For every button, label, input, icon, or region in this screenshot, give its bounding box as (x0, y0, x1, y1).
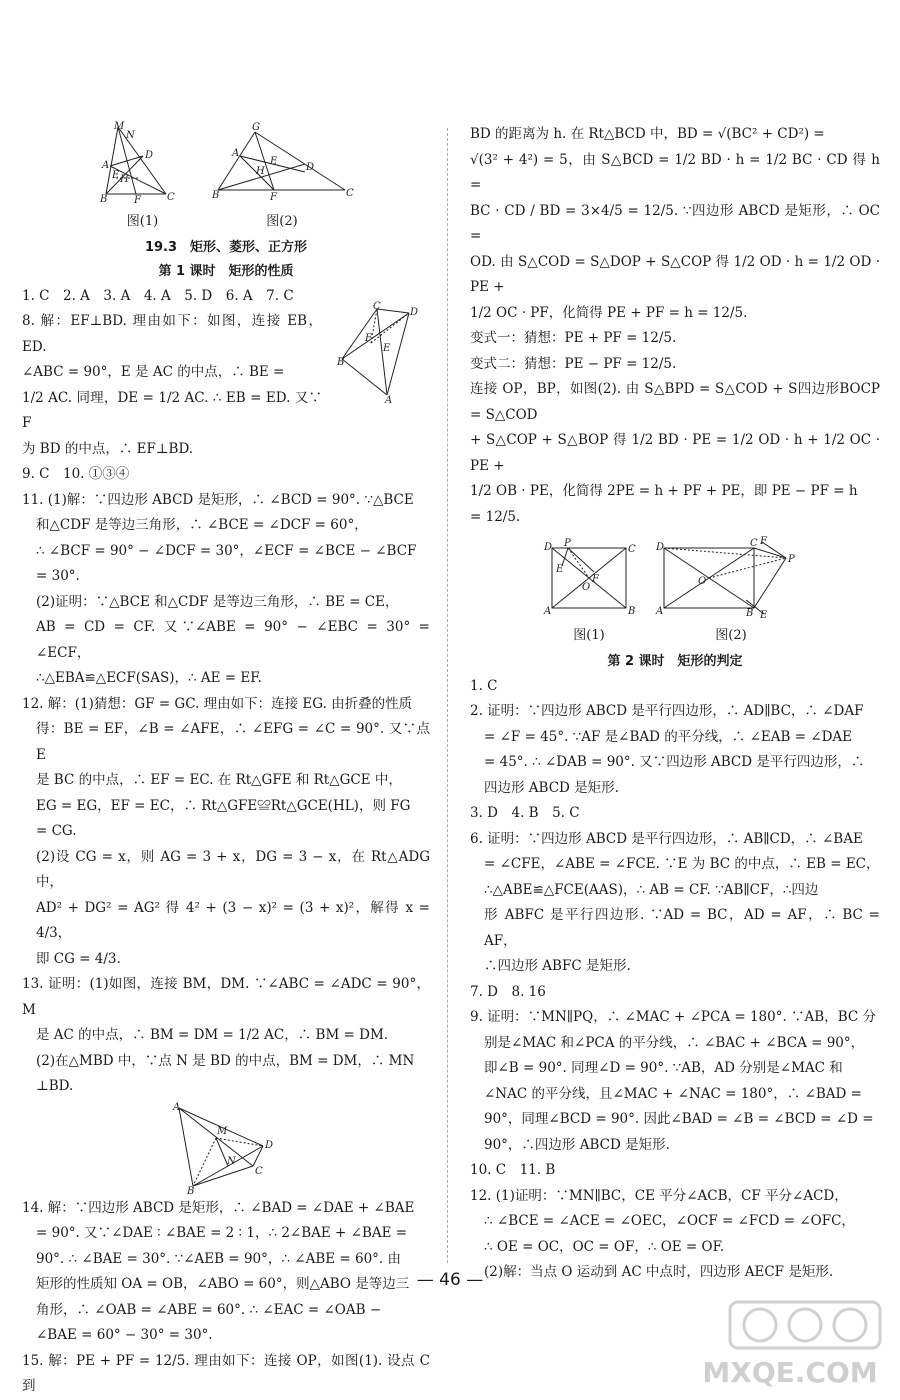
answer-line: = ∠F = 45°. ∵AF 是∠BAD 的平分线，∴ ∠EAB = ∠DAE (484, 728, 853, 745)
svg-text:B: B (746, 608, 754, 619)
answer-line: 别是∠MAC 和∠PCA 的平分线，∴ ∠BAC + ∠BCA = 90°， (484, 1034, 865, 1051)
answer-line: ∴ ∠BCE = ∠ACE = ∠OEC，∠OCF = ∠FCD = ∠OFC， (484, 1213, 855, 1229)
answer-line: = CG. (36, 823, 77, 839)
svg-text:E: E (760, 610, 768, 621)
lesson-1-title: 第 1 课时 矩形的性质 (158, 263, 294, 279)
answer-line: ∴ OE = OC，OC = OF，∴ OE = OF. (484, 1238, 725, 1255)
answer-line: = ∠CFE，∠ABE = ∠FCE. ∵E 为 BC 的中点，∴ EB = EC， (484, 856, 880, 872)
answer-line: BD 的距离为 h. 在 Rt△BCD 中，BD = √(BC² + CD²) = (470, 126, 825, 142)
lesson-2-title: 第 2 课时 矩形的判定 (607, 653, 743, 669)
answer-line: AB = CD = CF. 又∵∠ABE = 90° − ∠EBC = 30° = ∠ECF， (36, 619, 430, 661)
rect-figure-2 (656, 536, 806, 644)
svg-text:O: O (698, 576, 707, 587)
answer-line: 12. (1)证明：∵MN∥BC，CE 平分∠ACB，CF 平分∠ACD， (470, 1187, 848, 1204)
svg-text:E: E (383, 343, 391, 354)
answer-line: 形 ABFC 是平行四边形. ∵AD = BC，AD = AF，∴ BC = AF， (484, 907, 880, 949)
svg-text:A: A (173, 1101, 181, 1113)
svg-text:B: B (187, 1185, 195, 1197)
svg-text:A: A (385, 395, 393, 406)
answer-line: ∴ ∠BCF = 90° − ∠DCF = 30°，∠ECF = ∠BCE − ∠BCF (36, 542, 417, 559)
answer-line: BC · CD / BD = 3×4/5 = 12/5. ∵四边形 ABCD 是矩形，∴ OC = (470, 202, 880, 244)
answer-line: + S△COP + S△BOP 得 1/2 BD · PE = 1/2 OD · h + 1/2 OC · PE + (470, 432, 880, 474)
answer-line: = 90°. 又∵∠DAE ∶ ∠BAE = 2 ∶ 1，∴ 2∠BAE + ∠BAE = (36, 1225, 408, 1241)
svg-text:A: A (101, 160, 109, 171)
answer-line: 变式一：猜想：PE + PF = 12/5. (470, 330, 677, 346)
answer-line: 四边形 ABCD 是矩形. (484, 779, 619, 796)
answer-line: (2)解：当点 O 运动到 AC 中点时，四边形 AECF 是矩形. (484, 1264, 834, 1280)
figure-2-caption: 图(2) (266, 213, 298, 229)
answer-line: 即 CG = 4/3. (36, 950, 121, 967)
answer-line: 11. (1)解：∵四边形 ABCD 是矩形，∴ ∠BCD = 90°. ∵△BCE (22, 491, 414, 508)
right-column (470, 122, 880, 1286)
answer-line: 矩形的性质知 OA = OB，∠ABO = 60°，则△ABO 是等边三 (36, 1276, 410, 1292)
answer-line: 12. 解：(1)猜想：GF = GC. 理由如下：连接 EG. 由折叠的性质 (22, 695, 413, 712)
answer-line: (2)证明：∵△BCE 和△CDF 是等边三角形，∴ BE = CE， (36, 593, 399, 610)
answer-line: 1/2 OB · PE，化简得 2PE = h + PF + PE，即 PE − PF = h (470, 483, 858, 499)
svg-text:A: A (231, 148, 239, 159)
answer-line: ∴△EBA≌△ECF(SAS)，∴ AE = EF. (36, 670, 262, 686)
answer-line: 15. 解：PE + PF = 12/5. 理由如下：连接 OP，如图(1). 设点 C 到 (22, 1352, 430, 1394)
answer-line: 和△CDF 是等边三角形，∴ ∠BCE = ∠DCF = 60°， (36, 517, 368, 533)
answer-line: 3. D 4. B 5. C (470, 805, 580, 821)
answer-line: ∴四边形 ABFC 是矩形. (484, 958, 631, 974)
answer-line: 1. C 2. A 3. A 4. A 5. D 6. A 7. C (22, 287, 294, 304)
svg-text:F: F (269, 192, 277, 203)
svg-text:H: H (119, 174, 129, 185)
answer-line: 连接 OP，BP，如图(2). 由 S△BPD = S△COD + S四边形BOCP = S△COD (470, 381, 880, 423)
svg-text:B: B (337, 357, 345, 368)
section-title: 19.3 矩形、菱形、正方形 (144, 239, 308, 255)
top-figures (22, 122, 430, 230)
svg-text:D: D (656, 542, 665, 553)
triangle-figure-1 (98, 122, 188, 204)
answer-line: 9. C 10. ①③④ (22, 466, 130, 482)
svg-text:H: H (255, 166, 265, 177)
answer-line: EG = EG，EF = EC，∴ Rt△GFE≌Rt△GCE(HL)，则 FG (36, 797, 411, 814)
svg-text:N: N (227, 1155, 236, 1167)
svg-text:F: F (592, 574, 599, 585)
answer-line: 6. 证明：∵四边形 ABCD 是平行四边形，∴ AB∥CD，∴ ∠BAE (470, 830, 863, 847)
answer-line: AD² + DG² = AG² 得 4² + (3 − x)² = (3 + x)²，解得 x = 4/3， (36, 899, 430, 941)
svg-text:N: N (125, 130, 135, 141)
answer-line: (2)在△MBD 中，∵点 N 是 BD 的中点，BM = DM，∴ MN (36, 1052, 415, 1069)
svg-text:O: O (582, 582, 591, 593)
answer-line: ∴△ABE≌△FCE(AAS)，∴ AB = CF. ∵AB∥CF，∴四边 (484, 881, 819, 898)
svg-text:F: F (133, 195, 141, 206)
answer-line: 为 BD 的中点，∴ EF⊥BD. (22, 440, 194, 457)
answer-line: 90°，同理∠BCD = 90°. 因此∠BAD = ∠B = ∠BCD = ∠D = (484, 1111, 874, 1127)
q8-figure (337, 301, 422, 406)
svg-text:C: C (345, 188, 354, 199)
figure-1 (98, 122, 188, 230)
rect-figure-2-caption: 图(2) (715, 627, 747, 643)
svg-text:G: G (251, 122, 260, 133)
svg-text:B: B (99, 194, 107, 205)
svg-text:B: B (211, 190, 219, 201)
answer-line: 角形，∴ ∠OAB = ∠ABE = 60°. ∴ ∠EAC = ∠OAB − (36, 1301, 382, 1318)
figure-2 (210, 122, 355, 230)
answer-line: ∠BAE = 60° − 30° = 30°. (36, 1327, 213, 1343)
svg-text:D: D (265, 1139, 274, 1151)
rectangle-figure-2 (656, 536, 806, 621)
answer-line: 变式二：猜想：PE − PF = 12/5. (470, 355, 677, 372)
column-divider (447, 128, 448, 1263)
rectangle-figure-1 (544, 540, 634, 618)
answer-line: ⊥BD. (36, 1078, 74, 1094)
answer-line: 1/2 AC. 同理，DE = 1/2 AC. ∴ EB = ED. 又∵ F (22, 389, 322, 431)
svg-text:A: A (656, 606, 664, 617)
answer-line: 14. 解：∵四边形 ABCD 是矩形，∴ ∠BAD = ∠DAE + ∠BAE (22, 1199, 415, 1216)
page-number: — 46 — (416, 1270, 484, 1290)
q13-figure (171, 1101, 281, 1197)
svg-text:E: E (269, 156, 277, 167)
answer-line: 得：BE = EF，∠B = ∠AFE，∴ ∠EFG = ∠C = 90°. 又∵点 E (36, 721, 430, 763)
answer-line: ∠NAC 的平分线，且∠MAC + ∠NAC = 180°，∴ ∠BAD = (484, 1085, 862, 1102)
answer-line: 是 AC 的中点，∴ BM = DM = 1/2 AC，∴ BM = DM. (36, 1027, 389, 1043)
svg-text:M: M (217, 1125, 228, 1137)
q8-block (22, 301, 430, 462)
svg-text:D: D (144, 150, 153, 161)
svg-text:B: B (628, 606, 636, 617)
svg-text:D: D (410, 307, 419, 318)
answer-line: 90°，∴四边形 ABCD 是矩形. (484, 1136, 670, 1153)
answer-line: (2)设 CG = x，则 AG = 3 + x，DG = 3 − x，在 Rt△ADG 中， (36, 848, 430, 890)
svg-text:C: C (750, 538, 758, 549)
answer-line: 即∠B = 90°. 同理∠D = 90°. ∵AB，AD 分别是∠MAC 和 (484, 1060, 843, 1076)
figure-1-caption: 图(1) (126, 213, 159, 229)
watermark-text: MXQE.COM (702, 1356, 878, 1389)
svg-text:C: C (373, 301, 381, 312)
svg-text:D: D (544, 542, 553, 553)
svg-text:D: D (305, 162, 314, 173)
answer-line: 1. C (470, 677, 498, 694)
answer-line: = 45°. ∴ ∠DAB = 90°. 又∵四边形 ABCD 是平行四边形，∴ (484, 754, 865, 770)
left-column (22, 122, 430, 1400)
svg-text:F: F (365, 333, 372, 344)
svg-text:P: P (788, 554, 795, 565)
answer-line: 10. C 11. B (470, 1162, 556, 1178)
svg-text:E: E (556, 564, 564, 575)
answer-line: 90°. ∴ ∠BAE = 30°. ∵∠AEB = 90°，∴ ∠ABE = 60°. 由 (36, 1250, 402, 1267)
svg-text:A: A (544, 606, 552, 617)
svg-text:M: M (113, 121, 124, 132)
rect-figure-1 (544, 540, 634, 644)
rect-figure-1-caption: 图(1) (573, 627, 605, 643)
answer-line: 13. 证明：(1)如图，连接 BM，DM. ∵∠ABC = ∠ADC = 90°，M (22, 976, 430, 1018)
svg-text:E: E (111, 170, 119, 181)
svg-text:C: C (255, 1165, 263, 1177)
middle-figures (470, 536, 880, 644)
answer-line: OD. 由 S△COD = S△DOP + S△COP 得 1/2 OD · h = 1/2 OD · PE + (470, 253, 880, 295)
answer-line: 2. 证明：∵四边形 ABCD 是平行四边形，∴ AD∥BC，∴ ∠DAF (470, 703, 864, 719)
svg-text:F: F (760, 536, 767, 547)
answer-line: = 12/5. (470, 508, 521, 525)
answer-line: 是 BC 的中点，∴ EF = EC. 在 Rt△GFE 和 Rt△GCE 中， (36, 772, 402, 788)
answer-line: = 30°. (36, 568, 80, 584)
answer-line: ∠ABC = 90°，E 是 AC 的中点，∴ BE = (22, 364, 285, 380)
triangle-figure-2 (210, 122, 355, 204)
answer-line: 9. 证明：∵MN∥PQ，∴ ∠MAC + ∠PCA = 180°. ∵AB，BC 分 (470, 1009, 877, 1025)
answer-line: √(3² + 4²) = 5，由 S△BCD = 1/2 BD · h = 1/2 BC · CD 得 h = (470, 151, 880, 193)
svg-text:C: C (628, 544, 636, 555)
answer-line: 7. D 8. 16 (470, 983, 546, 1000)
svg-text:C: C (166, 192, 175, 203)
svg-text:P: P (564, 538, 571, 549)
answer-line: 1/2 OC · PF，化简得 PE + PF = h = 12/5. (470, 304, 748, 321)
answer-line: 8. 解：EF⊥BD. 理由如下：如图，连接 EB，ED. (22, 313, 322, 355)
watermark-logo (690, 1298, 890, 1390)
